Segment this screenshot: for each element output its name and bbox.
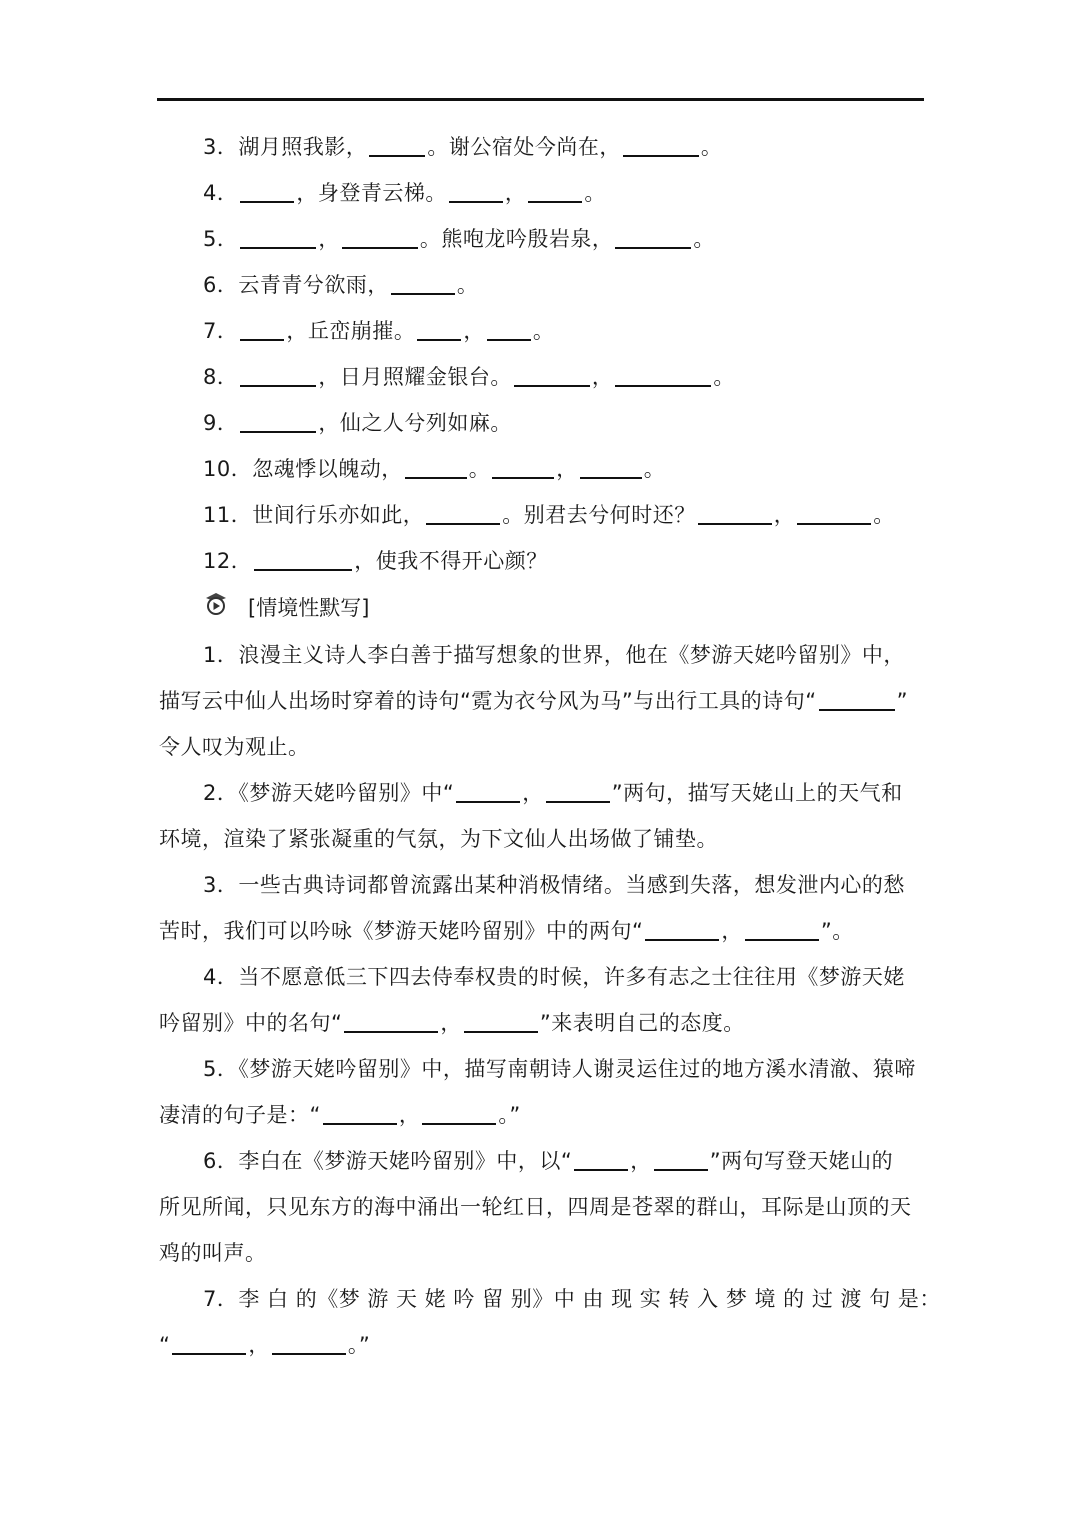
context-line (203, 1146, 893, 1176)
answer-blank[interactable] (240, 365, 316, 387)
text-run: ，仙之人兮列如麻。 (318, 411, 512, 435)
text-run: 7．李 白 的《梦 游 天 姥 吟 留 别》中 由 现 实 转 入 梦 境 的 过 渡 句 是： (203, 1287, 941, 1311)
item-number: 4． (203, 181, 239, 205)
text-run: 忽魂悸以魄动， (252, 457, 403, 481)
context-line (159, 1238, 267, 1268)
text-run: “ (159, 1333, 171, 1357)
answer-blank[interactable] (344, 1011, 438, 1033)
answer-blank[interactable] (369, 135, 425, 157)
context-line (203, 778, 903, 808)
answer-blank[interactable] (645, 919, 719, 941)
text-run: 4．当不愿意低三下四去侍奉权贵的时候，许多有志之士往往用《梦游天姥 (203, 965, 905, 989)
answer-blank[interactable] (456, 781, 520, 803)
context-line (159, 686, 908, 716)
text-run: 。 (873, 503, 895, 527)
recite-item (203, 224, 715, 254)
play-icon (203, 590, 229, 616)
text-run: 世间行乐亦如此， (252, 503, 425, 527)
answer-blank[interactable] (492, 457, 554, 479)
text-run: 1．浪漫主义诗人李白善于描写想象的世界，他在《梦游天姥吟留别》中， (203, 643, 905, 667)
answer-blank[interactable] (323, 1103, 397, 1125)
text-run: ， (398, 1103, 421, 1127)
answer-blank[interactable] (426, 503, 500, 525)
recite-item (203, 270, 478, 300)
text-run: 。谢公宿处今尚在， (427, 135, 621, 159)
text-run: 苦时，我们可以吟咏《梦游天姥吟留别》中的两句“ (159, 919, 644, 943)
text-run: 3．一些古典诗词都曾流露出某种消极情绪。当感到失落，想发泄内心的愁 (203, 873, 905, 897)
context-line (159, 1330, 370, 1360)
answer-blank[interactable] (514, 365, 590, 387)
answer-blank[interactable] (797, 503, 871, 525)
recite-item (203, 316, 554, 346)
recite-item (203, 362, 735, 392)
text-run: 。 (584, 181, 606, 205)
context-line (159, 824, 718, 854)
answer-blank[interactable] (464, 1011, 538, 1033)
text-run: ” (896, 689, 909, 713)
answer-blank[interactable] (487, 319, 531, 341)
context-line (159, 732, 310, 762)
answer-blank[interactable] (528, 181, 582, 203)
text-run: ， (556, 457, 578, 481)
top-rule (157, 98, 924, 101)
text-run: ， (248, 1333, 270, 1357)
text-run: 令人叹为观止。 (159, 735, 310, 759)
answer-blank[interactable] (240, 319, 284, 341)
answer-blank[interactable] (819, 689, 895, 711)
text-run: ， (463, 319, 485, 343)
section-title: [情境性默写] (248, 596, 370, 620)
text-run: ， (721, 919, 743, 943)
context-line (203, 870, 905, 900)
answer-blank[interactable] (623, 135, 699, 157)
text-run: 。 (693, 227, 715, 251)
answer-blank[interactable] (654, 1149, 708, 1171)
text-run: 。” (498, 1103, 521, 1127)
text-run: 环境，渲染了紧张凝重的气氛，为下文仙人出场做了铺垫。 (159, 827, 718, 851)
text-run: ，丘峦崩摧。 (286, 319, 416, 343)
text-run: ， (318, 227, 340, 251)
text-run: 6．李白在《梦游天姥吟留别》中，以“ (203, 1149, 573, 1173)
answer-blank[interactable] (240, 227, 316, 249)
text-run: 2．《梦游天姥吟留别》中“ (203, 781, 455, 805)
item-number: 5． (203, 227, 239, 251)
text-run: 云青青兮欲雨， (238, 273, 389, 297)
text-run: ， (504, 181, 527, 205)
text-run: 湖月照我影， (238, 135, 368, 159)
text-run: ，身登青云梯。 (296, 181, 447, 205)
text-run: ”来表明自己的态度。 (539, 1011, 745, 1035)
text-run: 。 (468, 457, 491, 481)
text-run: 。 (643, 457, 666, 481)
context-line (159, 1008, 745, 1038)
text-run: 。” (347, 1333, 371, 1357)
answer-blank[interactable] (422, 1103, 496, 1125)
text-run: ”两句，描写天姥山上的天气和 (611, 781, 903, 805)
answer-blank[interactable] (615, 365, 711, 387)
item-number: 11． (203, 503, 253, 527)
answer-blank[interactable] (254, 549, 352, 571)
item-number: 10． (203, 457, 253, 481)
answer-blank[interactable] (745, 919, 819, 941)
context-line (203, 640, 905, 670)
text-run: ”。 (820, 919, 854, 943)
context-line (203, 1284, 941, 1314)
answer-blank[interactable] (391, 273, 455, 295)
text-run: ， (773, 503, 796, 527)
answer-blank[interactable] (405, 457, 467, 479)
text-run: 。熊咆龙吟殷岩泉， (419, 227, 614, 251)
recite-item (203, 500, 895, 530)
text-run: 。 (532, 319, 555, 343)
context-line (159, 916, 854, 946)
answer-blank[interactable] (449, 181, 503, 203)
recite-item (203, 546, 548, 576)
context-line (159, 1100, 521, 1130)
text-run: 鸡的叫声。 (159, 1241, 267, 1265)
item-number: 9． (203, 411, 239, 435)
answer-blank[interactable] (574, 1149, 628, 1171)
text-run: 5．《梦游天姥吟留别》中，描写南朝诗人谢灵运住过的地方溪水清澈、猿啼 (203, 1057, 916, 1081)
answer-blank[interactable] (698, 503, 772, 525)
answer-blank[interactable] (172, 1333, 246, 1355)
recite-item (203, 178, 606, 208)
text-run: 。 (456, 273, 479, 297)
item-number: 12． (203, 549, 253, 573)
item-number: 7． (203, 319, 239, 343)
recite-item (203, 132, 722, 162)
answer-blank[interactable] (342, 227, 418, 249)
text-run: 描写云中仙人出场时穿着的诗句“霓为衣兮风为马”与出行工具的诗句“ (159, 689, 817, 713)
recite-item (203, 454, 665, 484)
answer-blank[interactable] (615, 227, 691, 249)
text-run: 凄清的句子是：“ (159, 1103, 321, 1127)
text-run: ”两句写登天姥山的 (709, 1149, 894, 1173)
text-run: 。 (700, 135, 723, 159)
text-run: 所见所闻，只见东方的海中涌出一轮红日，四周是苍翠的群山，耳际是山顶的天 (159, 1195, 912, 1219)
text-run: ， (630, 1149, 652, 1173)
text-run: ，使我不得开心颜？ (354, 549, 548, 573)
answer-blank[interactable] (546, 781, 610, 803)
context-line (203, 1054, 916, 1084)
text-run: 。别君去兮何时还？ (502, 503, 696, 527)
answer-blank[interactable] (272, 1333, 346, 1355)
text-run: ， (440, 1011, 462, 1035)
text-run: ， (591, 365, 614, 389)
text-run: 吟留别》中的名句“ (159, 1011, 343, 1035)
recite-item (203, 408, 512, 438)
text-run: 。 (713, 365, 735, 389)
context-line (203, 962, 905, 992)
item-number: 3． (203, 135, 239, 159)
answer-blank[interactable] (580, 457, 642, 479)
item-number: 8． (203, 365, 239, 389)
answer-blank[interactable] (240, 181, 294, 203)
context-line (159, 1192, 912, 1222)
text-run: ， (522, 781, 544, 805)
answer-blank[interactable] (240, 411, 316, 433)
item-number: 6． (203, 273, 239, 297)
text-run: ，日月照耀金银台。 (318, 365, 512, 389)
answer-blank[interactable] (417, 319, 461, 341)
